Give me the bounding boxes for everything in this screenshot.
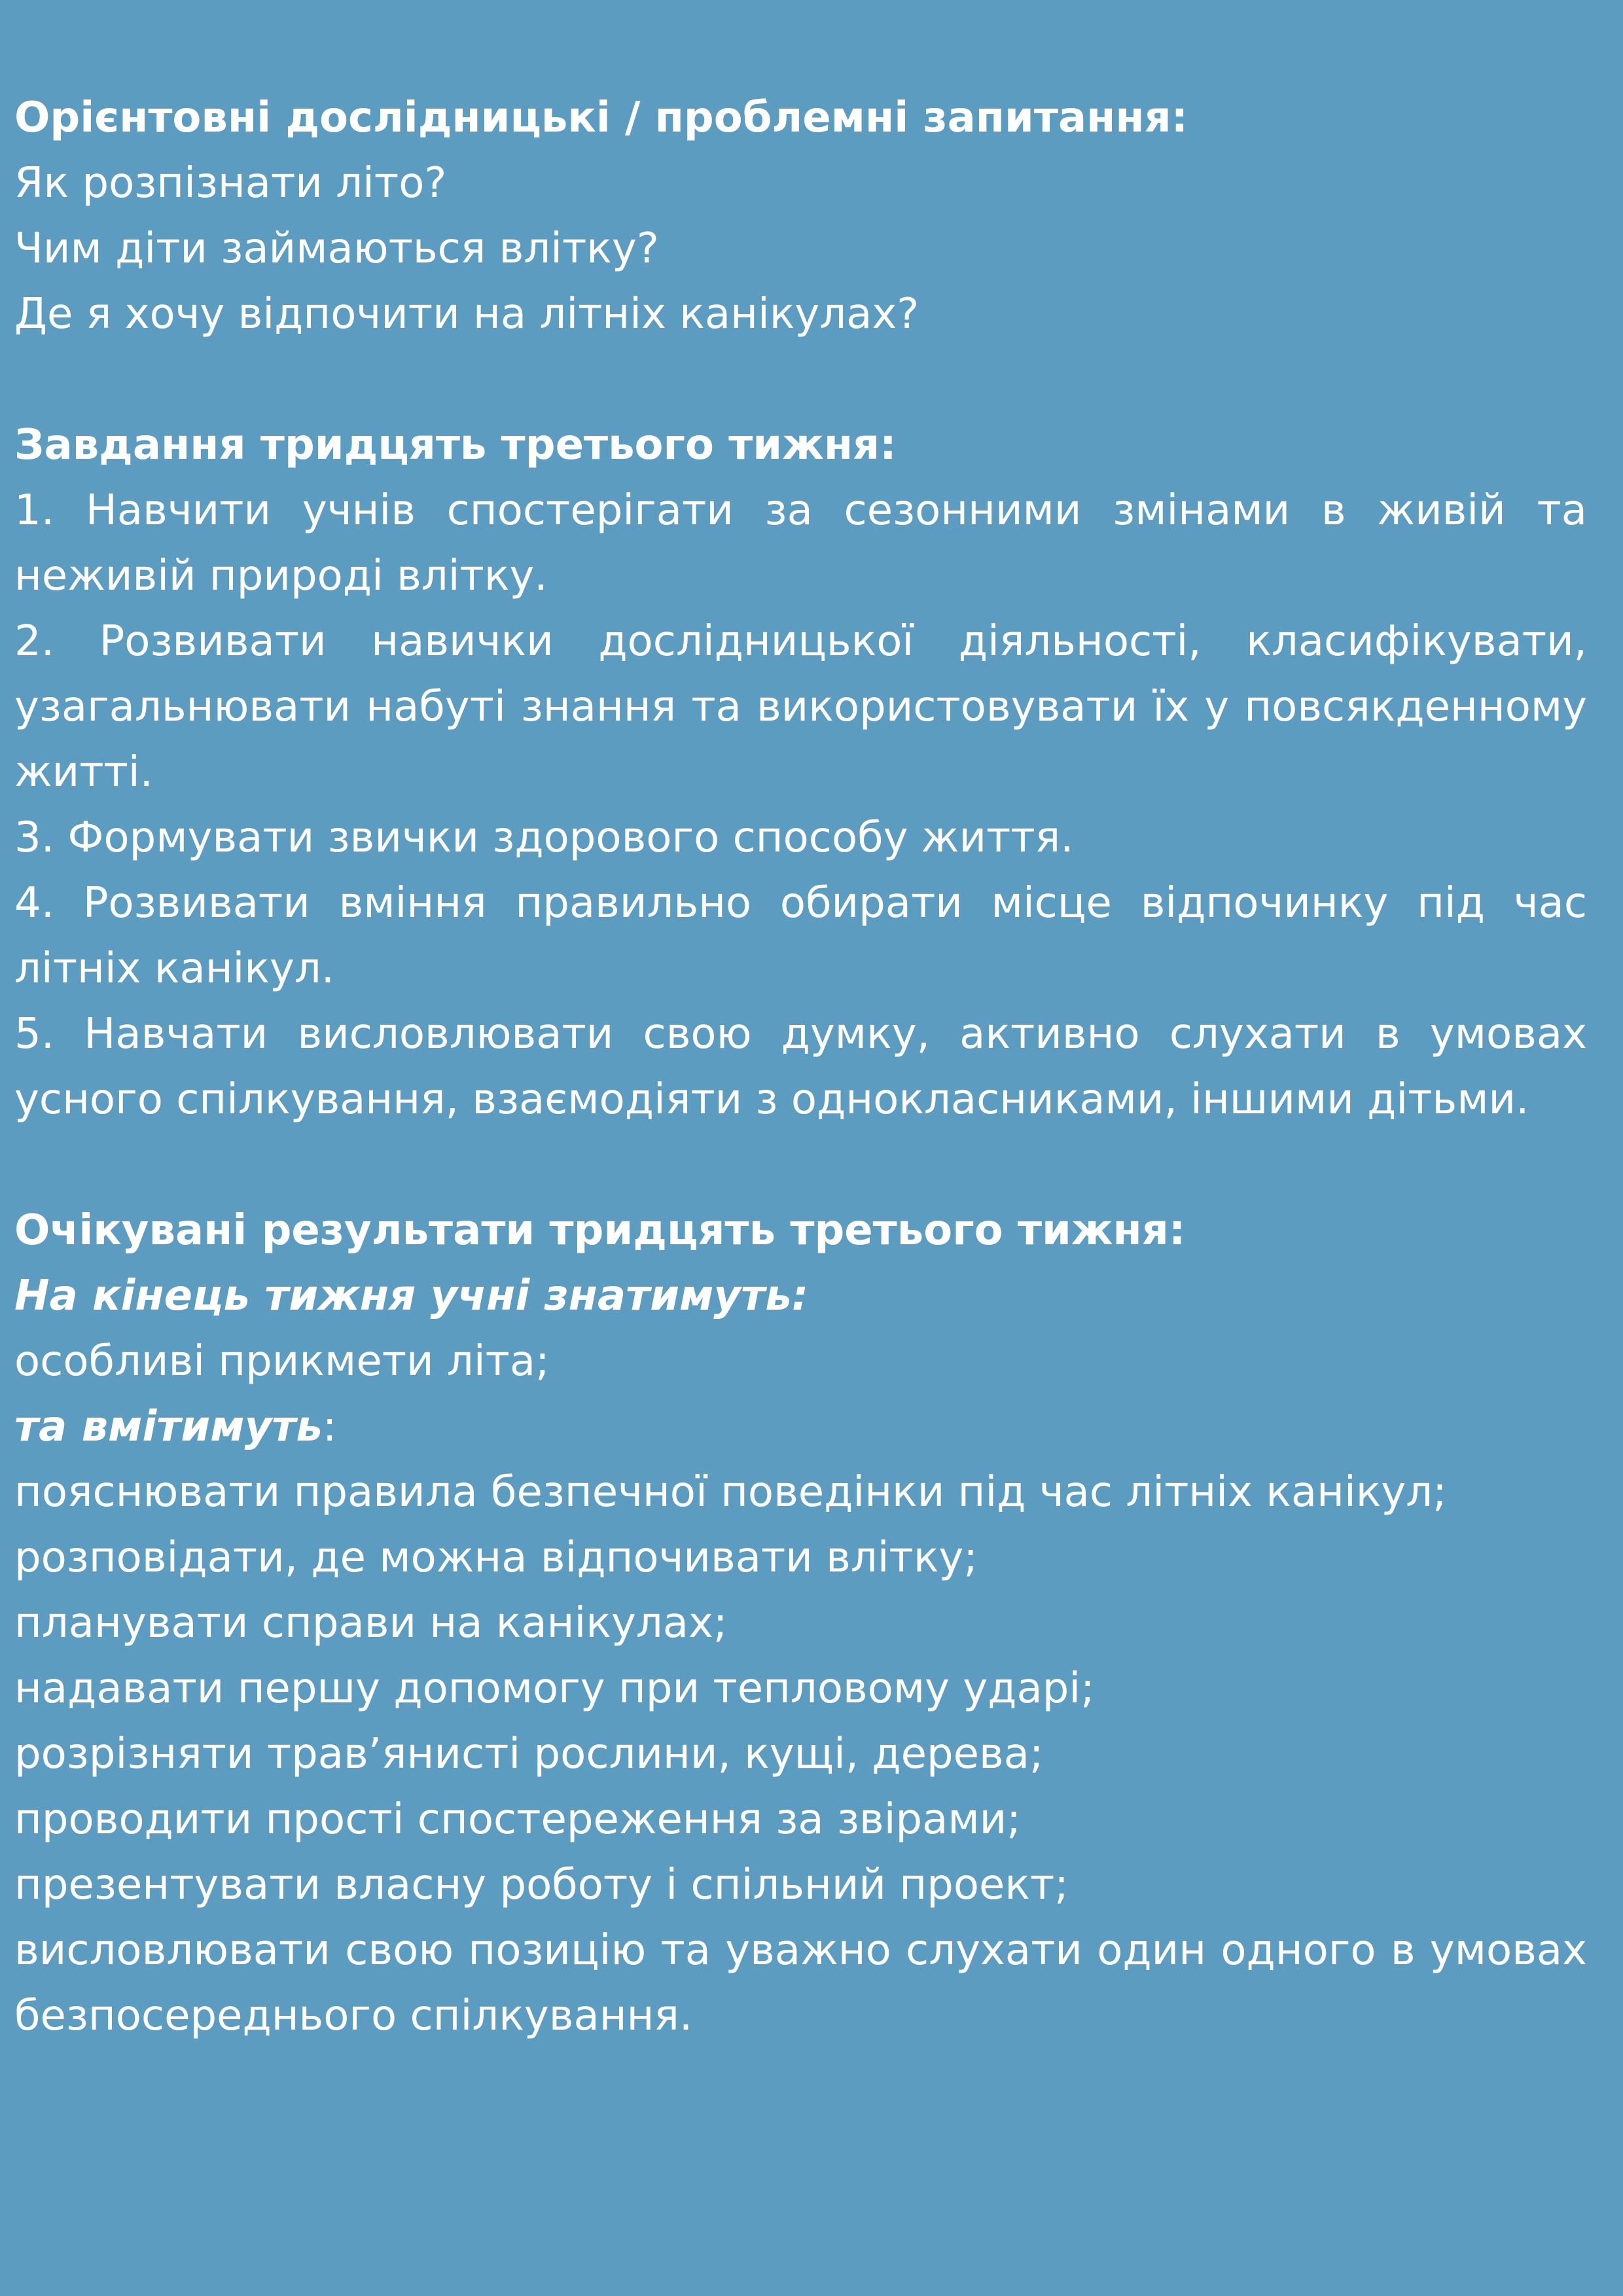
able-item: проводити прості спостереження за звірами; — [14, 1795, 1021, 1844]
question-item: Як розпізнати літо? — [14, 159, 447, 207]
task-item: 4. Розвивати вміння правильно обирати місце відпочинку під час літніх канікул. — [14, 879, 1587, 993]
task-item: 1. Навчити учнів спостерігати за сезонними змінами в живій та неживій природі влітку. — [14, 486, 1587, 600]
task-item: 5. Навчати висловлювати свою думку, активно слухати в умовах усного спілкування, взаємодіяти з однокласниками, іншими дітьми. — [14, 1010, 1587, 1124]
able-item: висловлювати свою позицію та уважно слухати один одного в умовах безпосереднього спілкування. — [14, 1926, 1587, 2040]
able-item: надавати першу допомогу при тепловому ударі; — [14, 1664, 1095, 1713]
know-label: На кінець тижня учні знатимуть: — [14, 1272, 809, 1320]
able-item: пояснювати правила безпечної поведінки під час літніх канікул; — [14, 1468, 1447, 1516]
able-label-colon: : — [322, 1403, 337, 1451]
know-item: особливі прикмети літа; — [14, 1337, 550, 1386]
task-item: 3. Формувати звички здорового способу життя. — [14, 814, 1074, 862]
spacer — [14, 1132, 1587, 1198]
able-item: розповідати, де можна відпочивати влітку; — [14, 1534, 978, 1582]
expected-results-heading: Очікувані результати тридцять третього тижня: — [14, 1206, 1186, 1255]
question-item: Де я хочу відпочити на літніх канікулах? — [14, 290, 919, 338]
task-item: 2. Розвивати навички дослідницької діяльності, класифікувати, узагальнювати набуті знання та використовувати їх у повсякденному житті. — [14, 617, 1587, 797]
able-item: розрізняти трав’янисті рослини, кущі, дерева; — [14, 1730, 1044, 1778]
research-questions-heading: Орієнтовні дослідницькі / проблемні запитання: — [14, 94, 1188, 142]
question-item: Чим діти займаються влітку? — [14, 224, 659, 273]
spacer — [14, 347, 1587, 412]
able-label: та вмітимуть — [14, 1403, 323, 1451]
able-item: презентувати власну роботу і спільний проект; — [14, 1861, 1069, 1909]
able-label-line — [14, 1394, 1587, 1460]
week-tasks-heading: Завдання тридцять третього тижня: — [14, 421, 897, 469]
able-item: планувати справи на канікулах; — [14, 1599, 728, 1647]
